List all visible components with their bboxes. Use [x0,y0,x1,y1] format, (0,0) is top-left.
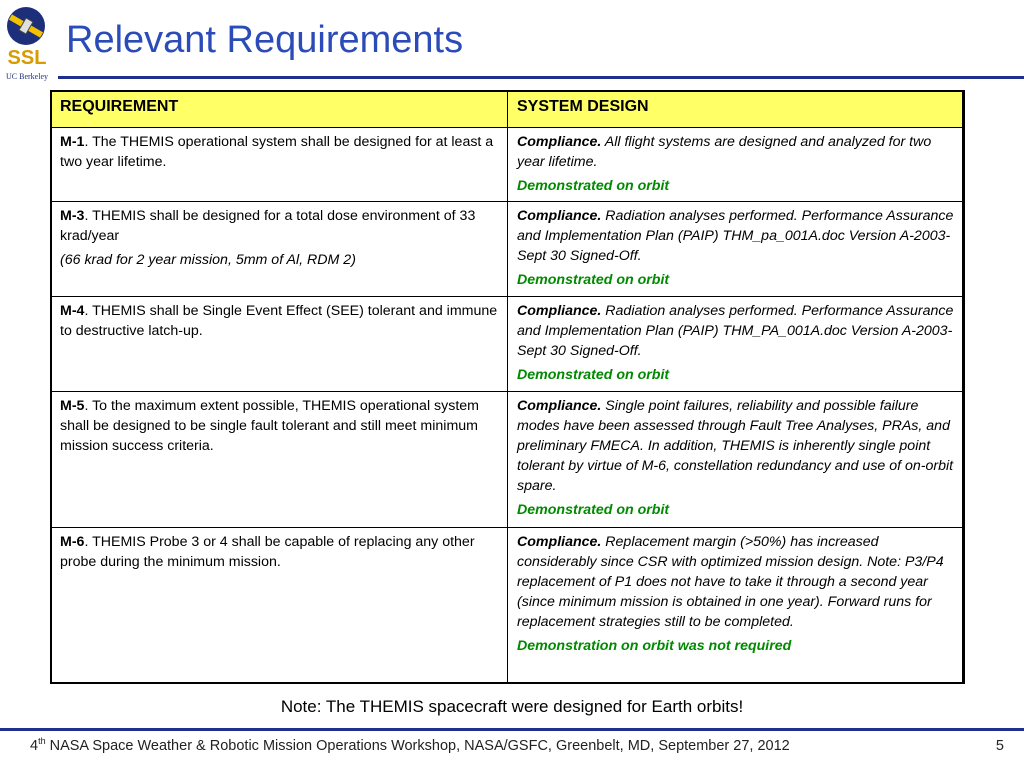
requirement-text: . THEMIS shall be Single Event Effect (SEE) tolerant and immune to destructive latch-up. [60,303,498,339]
requirement-cell [51,128,508,202]
status-text: Demonstrated on orbit [517,272,670,288]
compliance-label: Compliance. [517,303,602,319]
requirement-text: . THEMIS shall be designed for a total dose environment of 33 krad/year [60,208,476,244]
page-number: 5 [995,738,1004,754]
table-row [51,202,965,297]
svg-text:UC Berkeley: UC Berkeley [6,72,48,81]
table-row [51,528,965,684]
requirement-id: M-1 [60,134,85,150]
status-text: Demonstrated on orbit [517,367,670,383]
status-text: Demonstration on orbit was not required [517,638,792,654]
requirement-text: . To the maximum extent possible, THEMIS operational system shall be designed to be single fault tolerant and still meet minimum mission success criteria. [60,398,479,454]
design-cell [508,528,965,684]
table-row [51,128,965,202]
compliance-text: Single point failures, reliability and possible failure modes have been assessed through Fault Tree Analyses, PRAs, and preliminary FMECA. In addition, THEMIS is inherently single point tolerant by virtue of M-6, constellation redundancy and use of on-orbit spare. [517,398,954,494]
svg-text:SSL: SSL [7,47,47,69]
requirement-text: . The THEMIS operational system shall be designed for at least a two year lifetime. [60,134,494,170]
column-header-system-design: SYSTEM DESIGN [508,91,965,128]
requirement-cell [51,392,508,528]
status-text: Demonstrated on orbit [517,502,670,518]
compliance-text: Radiation analyses performed. Performance Assurance and Implementation Plan (PAIP) THM_PA_001A.doc Version A-2003-Sept 30 Signed-Off. [517,303,954,359]
requirement-cell [51,297,508,392]
requirement-id: M-4 [60,303,85,319]
requirement-note: (66 krad for 2 year mission, 5mm of Al, RDM 2) [60,252,356,268]
compliance-label: Compliance. [517,398,602,414]
footer-divider [0,728,1024,731]
design-cell [508,202,965,297]
table-row [51,297,965,392]
compliance-text: Replacement margin (>50%) has increased considerably since CSR with optimized mission design. Note: P3/P4 replacement of P1 does not have to take it through a second year (since minimum mission is obtained in one year). Forward runs for replacement strategies still to be completed. [517,534,944,630]
compliance-label: Compliance. [517,534,602,550]
compliance-text: All flight systems are designed and analyzed for two year lifetime. [517,134,932,170]
compliance-label: Compliance. [517,134,602,150]
footer-ordinal: 4 [30,738,39,754]
footnote: Note: The THEMIS spacecraft were designed for Earth orbits! [280,697,744,716]
requirement-id: M-6 [60,534,85,550]
requirement-text: . THEMIS Probe 3 or 4 shall be capable of replacing any other probe during the minimum mission. [60,534,475,570]
requirement-cell [51,528,508,684]
footer-ordinal-suffix: th [38,736,46,747]
requirement-id: M-3 [60,208,85,224]
requirement-cell [51,202,508,297]
compliance-label: Compliance. [517,208,602,224]
design-cell [508,128,965,202]
table-row [51,392,965,528]
column-header-requirement: REQUIREMENT [51,91,508,128]
requirements-table [50,90,965,684]
requirement-id: M-5 [60,398,85,414]
compliance-text: Radiation analyses performed. Performance Assurance and Implementation Plan (PAIP) THM_pa_001A.doc Version A-2003-Sept 30 Signed-Off. [517,208,954,264]
footer-event: NASA Space Weather & Robotic Mission Operations Workshop, NASA/GSFC, Greenbelt, MD, September 27, 2012 [45,738,790,754]
table-header-row [51,91,965,128]
footer-text [30,738,790,754]
title-divider [58,76,1024,79]
design-cell [508,392,965,528]
status-text: Demonstrated on orbit [517,178,670,194]
page-title: Relevant Requirements [66,19,464,61]
ssl-logo [2,2,52,84]
design-cell [508,297,965,392]
